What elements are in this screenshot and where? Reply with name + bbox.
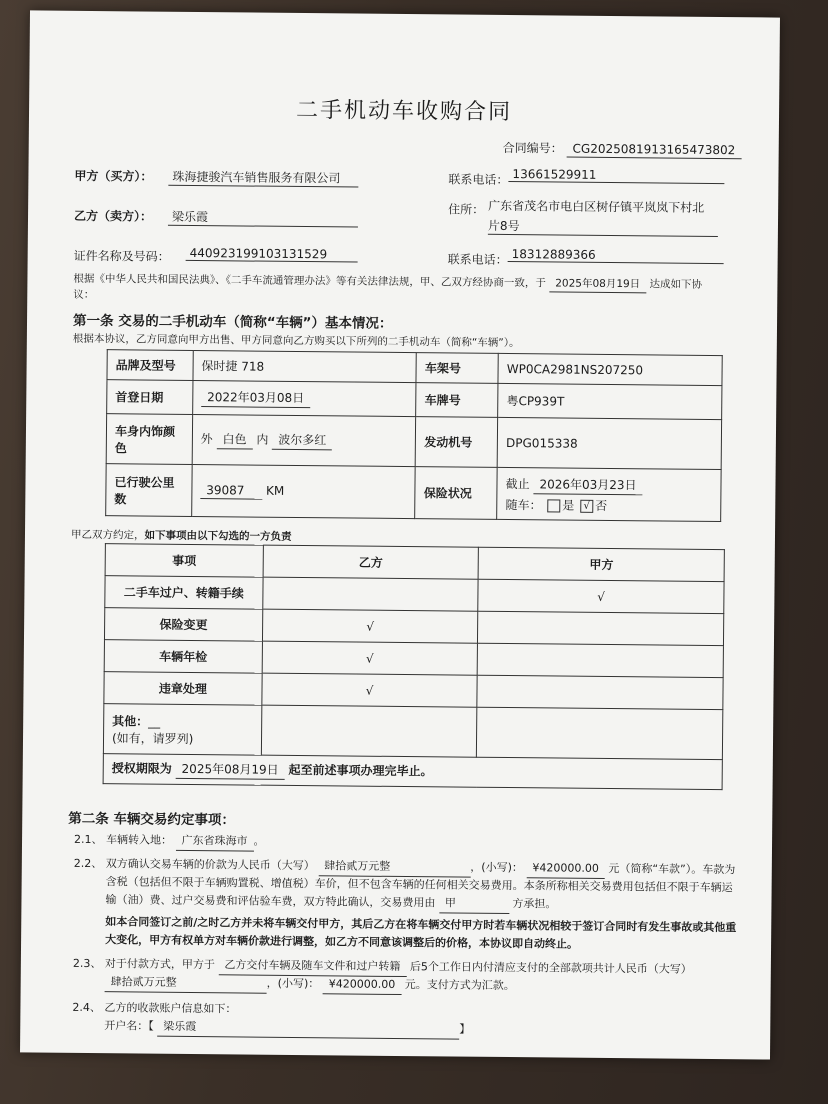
insurance-cell <box>497 467 721 521</box>
other-row <box>103 704 722 760</box>
payment-condition: 乙方交付车辆及随车文件和过户转籍 <box>218 956 406 977</box>
clause-2-2-text-end: 元（简称“车款”）。车款为 <box>608 861 736 877</box>
clause-2-3-number: 2.3、 <box>72 956 102 971</box>
engine-value: DPG015338 <box>497 417 721 469</box>
mileage-unit: KM <box>265 483 285 498</box>
basis-line <box>73 271 702 294</box>
account-holder-end: 】 <box>459 1022 471 1036</box>
contract-number-value: CG2025081913165473802 <box>566 142 741 160</box>
clause-2-2-text: 双方确认交易车辆的价款为人民币（大写） <box>105 857 315 873</box>
color-label <box>106 414 192 465</box>
price-upper: 肆拾贰万元整 <box>318 857 470 877</box>
vehicle-table <box>105 349 723 522</box>
party-a-label: 甲方（买方）： <box>74 168 153 184</box>
payment-lower-label: ，(小写)： <box>266 976 320 991</box>
color-label-line2: 色 <box>114 440 127 455</box>
contract-number-row <box>503 139 742 159</box>
price-lower-label: ，(小写)： <box>470 860 523 875</box>
price-lower: ¥420000.00 <box>526 859 605 879</box>
other-cell <box>103 704 261 756</box>
auth-cell <box>103 754 722 790</box>
resp-item: 保险变更 <box>104 608 262 642</box>
clause-2-1-number: 2.1、 <box>73 832 103 847</box>
header-item: 事项 <box>105 544 263 578</box>
clause-2-2-number: 2.2、 <box>73 856 103 871</box>
party-a-phone: 13661529911 <box>508 167 724 184</box>
resp-intro <box>71 527 292 544</box>
resp-party-a: √ <box>478 579 724 613</box>
vin-value: WP0CA2981NS207250 <box>498 353 722 385</box>
mileage-label <box>106 464 192 517</box>
clause-2-4-text: 乙方的收款账户信息如下： <box>104 1001 237 1016</box>
header-party-b: 乙方 <box>263 545 479 579</box>
other-blank: __ <box>148 714 161 729</box>
engine-label: 发动机号 <box>416 417 498 468</box>
clause-2-2-line2: 含税（包括但不限于车辆购置税、增值税）车价，但不包含车辆的任何相关交易费用。本条所称相关交易费用包括但不限于车辆运 <box>105 875 733 895</box>
fee-payer: 甲 <box>439 894 509 914</box>
model-value: 保时捷 718 <box>193 350 417 382</box>
mileage-cell <box>191 464 415 518</box>
auth-suffix: 起至前述事项办理完毕止。 <box>288 762 433 779</box>
header-party-a: 甲方 <box>478 547 724 581</box>
clause-2-4-number: 2.4、 <box>72 1000 102 1015</box>
reg-date-value: 2022年03月08日 <box>201 388 310 408</box>
article-2-title: 第二条 车辆交易约定事项： <box>68 810 236 829</box>
exterior-color: 白色 <box>216 430 252 449</box>
resp-party-a <box>478 611 724 645</box>
color-label-line1: 车身内饰颜 <box>114 423 176 439</box>
interior-prefix: 内 <box>256 432 269 447</box>
basis-text-end: 达成如下协 <box>649 278 703 291</box>
other-label: 其他： <box>112 713 149 729</box>
plate-label: 车牌号 <box>416 383 498 418</box>
mileage-label-line2: 数 <box>114 491 127 506</box>
other-party-a <box>477 707 723 759</box>
id-label: 证件名称及号码： <box>73 248 170 264</box>
resp-item: 二手车过户、转籍手续 <box>105 576 263 610</box>
clause-2-4 <box>72 999 236 1018</box>
no-label: 否 <box>595 498 608 513</box>
color-cell <box>192 414 416 466</box>
insurance-with-car <box>505 495 712 514</box>
bold-clause-line2: 大变化，甲方有权单方对车辆价款进行调整，如乙方不同意该调整后的价格，本协议即自动终止。 <box>105 933 579 951</box>
fee-text: 输（油）费、过户交易费和评估验车费，双方特此确认，交易费用由 <box>105 893 436 910</box>
party-b-name: 梁乐霞 <box>168 208 358 228</box>
plate-value: 粤CP939T <box>498 383 722 419</box>
auth-row <box>103 754 722 790</box>
clause-2-1-text: 车辆转入地： <box>105 833 173 847</box>
basis-text: 根据《中华人民共和国民法典》、《二手车流通管理办法》等有关法律法规，甲、乙双方经协商一致，于 <box>73 272 546 290</box>
exterior-prefix: 外 <box>200 432 213 447</box>
other-note: (如有，请罗列) <box>111 730 194 746</box>
vehicle-row <box>106 464 721 522</box>
party-b-address-line1: 广东省茂名市电白区树仔镇平岚岚下村北 <box>488 198 705 215</box>
payment-upper: 肆拾贰万元整 <box>105 973 267 994</box>
clause-2-1 <box>74 831 265 852</box>
clause-2-1-end: 。 <box>253 834 265 848</box>
contract-paper <box>20 10 780 1059</box>
resp-party-a <box>477 675 723 709</box>
insurance-until-date: 2026年03月23日 <box>533 475 642 495</box>
interior-color: 波尔多红 <box>272 431 332 451</box>
payment-lower: ¥420000.00 <box>323 975 402 995</box>
party-a-phone-label: 联系电话： <box>448 172 509 188</box>
clause-2-2-line3 <box>105 891 556 914</box>
party-b-address-line2: 片8号 <box>488 217 718 237</box>
resp-party-b: √ <box>262 641 478 675</box>
resp-item: 车辆年检 <box>104 640 262 674</box>
party-a-name: 珠海捷骏汽车销售服务有限公司 <box>168 168 358 188</box>
account-holder-row <box>104 1017 470 1040</box>
resp-party-a <box>478 643 724 677</box>
article-1-intro: 根据本协议，乙方同意向甲方出售、甲方同意向乙方购买以下所列的二手机动车（简称“车辆”）。 <box>72 332 520 350</box>
vehicle-row <box>106 414 721 470</box>
yes-label: 是 <box>562 498 575 513</box>
mileage-value: 39087 <box>200 483 262 500</box>
resp-party-b <box>263 577 479 611</box>
auth-prefix: 授权期限为 <box>111 761 172 776</box>
clause-2-3-text-end: 后5个工作日内付清应支付的全部款项共计人民币（大写） <box>409 960 692 976</box>
with-car-label: 随车： <box>505 497 542 512</box>
clause-2-3-text: 对于付款方式，甲方于 <box>104 957 215 972</box>
auth-date: 2025年08月19日 <box>175 760 284 780</box>
resp-item: 违章处理 <box>104 672 262 706</box>
contract-title: 二手机动车收购合同 <box>295 97 513 126</box>
insurance-until <box>506 474 713 495</box>
party-b-address-label: 住所： <box>448 202 485 217</box>
resp-party-b: √ <box>262 609 478 643</box>
sign-date: 2025年08月19日 <box>549 275 646 293</box>
yes-checkbox[interactable] <box>547 499 560 512</box>
resp-party-b: √ <box>262 673 478 707</box>
mileage-label-line1: 已行驶公里 <box>114 474 175 490</box>
reg-date-cell <box>192 380 416 416</box>
clause-2-3-line2 <box>105 973 515 996</box>
fee-text-end: 方承担。 <box>512 897 557 911</box>
no-checkbox[interactable]: √ <box>580 499 593 512</box>
destination-value: 广东省珠海市 <box>175 832 253 852</box>
party-b-label: 乙方（卖方）： <box>73 208 153 224</box>
basis-line2: 议： <box>73 288 95 302</box>
responsibility-table <box>103 543 725 790</box>
account-holder: 梁乐霞 <box>157 1018 459 1040</box>
resp-intro-text: 甲乙双方约定， <box>70 528 145 542</box>
id-number: 440923199103131529 <box>186 246 358 263</box>
model-label: 品牌及型号 <box>107 350 193 381</box>
insurance-until-prefix: 截止 <box>505 476 530 491</box>
contract-number-label: 合同编号： <box>502 140 563 156</box>
article-1-title: 第一条 交易的二手机动车（简称“车辆”）基本情况： <box>72 312 393 332</box>
party-b-phone: 18312889366 <box>508 247 724 264</box>
reg-date-label: 首登日期 <box>107 380 193 415</box>
payment-method: 元。支付方式为汇款。 <box>404 978 515 993</box>
bold-clause-line1: 如本合同签订之前/之时乙方并未将车辆交付甲方，其后乙方在将车辆交付甲方时若车辆状况相较于签订合同时有发生事故或其他重 <box>105 915 737 935</box>
account-holder-label: 开户名：【 <box>104 1019 154 1033</box>
party-b-phone-label: 联系电话： <box>447 252 508 267</box>
insurance-label: 保险状况 <box>415 467 497 520</box>
vin-label: 车架号 <box>416 353 498 384</box>
resp-intro-bold: 如下事项由以下勾选的一方负责 <box>144 529 292 543</box>
other-party-b <box>261 705 477 757</box>
